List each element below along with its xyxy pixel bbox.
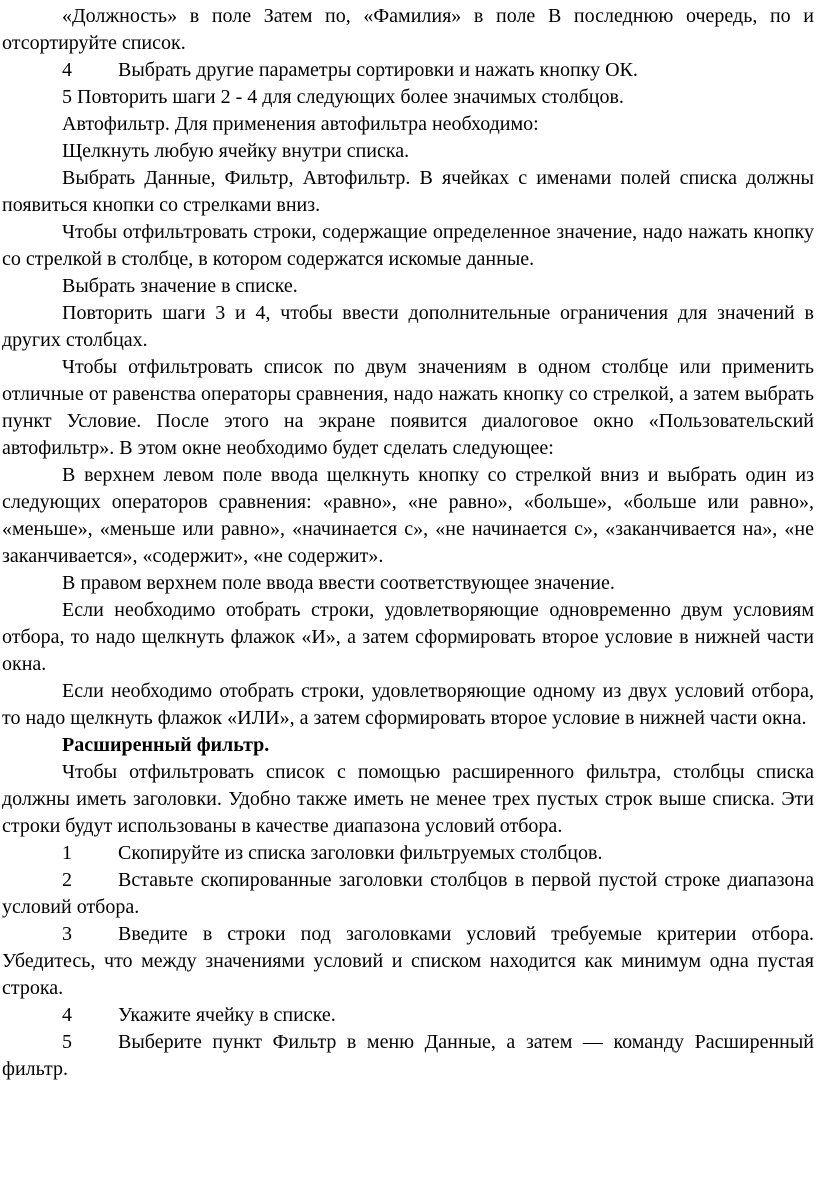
item-number: 1 xyxy=(62,842,72,864)
paragraph: Если необходимо отобрать строки, удовлетворяющие одновременно двум условиям отбора, то надо щелкнуть флажок «И», а затем сформировать второе условие в нижней части окна. xyxy=(2,599,814,675)
item-number: 4 xyxy=(62,59,72,81)
item-number: 2 xyxy=(62,869,72,891)
item-number: 5 xyxy=(62,1031,72,1053)
paragraph: Чтобы отфильтровать список по двум значениям в одном столбце или применить отличные от равенства операторы сравнения, надо нажать кнопку со стрелкой, а затем выбрать пункт Условие. После этого на экране появится диалоговое окно «Пользовательский автофильтр». В этом окне необходимо будет сделать следующее: xyxy=(2,356,814,459)
paragraph: Повторить шаги 3 и 4, чтобы ввести дополнительные ограничения для значений в других столбцах. xyxy=(2,302,814,351)
paragraph: «Должность» в поле Затем по, «Фамилия» в поле В последнюю очередь, по и отсортируйте список. xyxy=(2,5,814,54)
numbered-paragraph: 1 Скопируйте из списка заголовки фильтруемых столбцов. xyxy=(2,840,814,867)
paragraph: 5 Повторить шаги 2 - 4 для следующих более значимых столбцов. xyxy=(62,86,624,108)
section-heading: Расширенный фильтр. xyxy=(62,734,270,756)
paragraph: Чтобы отфильтровать строки, содержащие определенное значение, надо нажать кнопку со стрелкой в столбце, в котором содержатся искомые данные. xyxy=(2,221,814,270)
paragraph: В правом верхнем поле ввода ввести соответствующее значение. xyxy=(62,572,615,594)
paragraph: Автофильтр. Для применения автофильтра необходимо: xyxy=(62,113,539,135)
paragraph: В верхнем левом поле ввода щелкнуть кнопку со стрелкой вниз и выбрать один из следующих операторов сравнения: «равно», «не равно», «больше», «больше или равно», «меньше», «меньше или равно», «начинается с», «не начинается с», «заканчивается на», «не заканчивается», «содержит», «не содержит». xyxy=(2,464,814,567)
item-number: 4 xyxy=(62,1004,72,1026)
paragraph: Выбрать значение в списке. xyxy=(62,275,298,297)
numbered-paragraph: 2 Вставьте скопированные заголовки столбцов в первой пустой строке диапазона условий отбора. xyxy=(2,869,814,918)
numbered-paragraph: 4 Укажите ячейку в списке. xyxy=(2,1002,814,1029)
paragraph: Чтобы отфильтровать список с помощью расширенного фильтра, столбцы списка должны иметь заголовки. Удобно также иметь не менее трех пустых строк выше списка. Эти строки будут использованы в качестве диапазона условий отбора. xyxy=(2,761,814,837)
item-number: 3 xyxy=(62,923,72,945)
paragraph: Щелкнуть любую ячейку внутри списка. xyxy=(62,140,410,162)
numbered-paragraph: 4 Выбрать другие параметры сортировки и нажать кнопку ОК. xyxy=(2,57,814,84)
numbered-paragraph: 3 Введите в строки под заголовками условий требуемые критерии отбора. Убедитесь, что между значениями условий и списком находится как минимум одна пустая строка. xyxy=(2,923,814,999)
paragraph: Выбрать Данные, Фильтр, Автофильтр. В ячейках с именами полей списка должны появиться кнопки со стрелками вниз. xyxy=(2,167,814,216)
paragraph: Если необходимо отобрать строки, удовлетворяющие одному из двух условий отбора, то надо щелкнуть флажок «ИЛИ», а затем сформировать второе условие в нижней части окна. xyxy=(2,680,814,729)
numbered-paragraph: 5 Выберите пункт Фильтр в меню Данные, а затем — команду Расширенный фильтр. xyxy=(2,1031,814,1080)
